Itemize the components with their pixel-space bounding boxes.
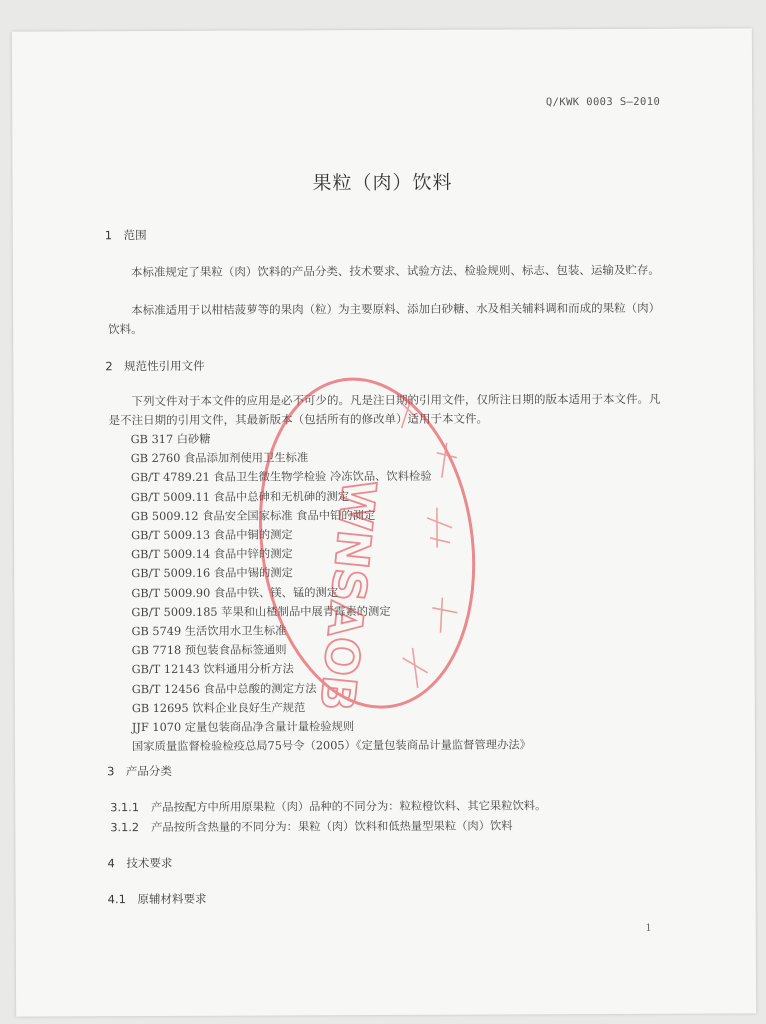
reference-item: GB 7718 预包装食品标签通则: [131, 643, 287, 658]
clause-3-1-1: [110, 797, 546, 815]
clause-number: 3.1.2: [110, 821, 140, 835]
page-number: 1: [645, 922, 652, 934]
reference-item: GB 2760 食品添加剂使用卫生标准: [130, 451, 309, 466]
document-page: [12, 28, 756, 1016]
reference-list: [131, 428, 531, 756]
document-title: 果粒（肉）饮料: [312, 171, 453, 195]
section-1-paragraph-2: 本标准适用于以柑桔菠萝等的果肉（粒）为主要原料、添加白砂糖、水及相关辅料调和而成的果粒（肉）饮料。: [108, 300, 661, 337]
reference-item: GB/T 12456 食品中总酸的测定方法: [131, 681, 317, 696]
reference-item: GB/T 5009.13 食品中铜的测定: [131, 528, 293, 543]
reference-item: GB/T 5009.185 苹果和山楂制品中展青霉素的测定: [131, 604, 391, 619]
clause-text: 产品按配方中所用原果粒（肉）品种的不同分为：粒粒橙饮料、其它果粒饮料。: [150, 799, 547, 815]
section-1-paragraph-1: 本标准规定了果粒（肉）饮料的产品分类、技术要求、试验方法、检验规则、标志、包装、运输及贮存。: [130, 262, 660, 280]
reference-item: GB/T 5009.11 食品中总砷和无机砷的测定: [130, 489, 350, 504]
clause-text: 产品按所含热量的不同分为：果粒（肉）饮料和低热量型果粒（肉）饮料: [151, 819, 513, 835]
reference-item: GB/T 5009.16 食品中锡的测定: [131, 566, 293, 581]
standard-code: Q/KWK 0003 S—2010: [545, 95, 661, 109]
section-1-heading: 1 范围: [104, 228, 147, 243]
reference-item: GB 317 白砂糖: [130, 432, 211, 447]
clause-number: 3.1.1: [110, 801, 140, 815]
section-2-intro: 下列文件对于本文件的应用是必不可少的。凡是注日期的引用文件，仅所注日期的版本适用于本文件。凡是不注日期的引用文件，其最新版本（包括所有的修改单）适用于本文件。: [108, 391, 661, 428]
reference-item: GB 12695 饮料企业良好生产规范: [131, 701, 306, 715]
reference-item: JJF 1070 定量包装商品净含量计量检验规则: [131, 720, 355, 735]
reference-item: GB/T 5009.14 食品中锌的测定: [131, 547, 293, 562]
clause-3-1-2: [110, 817, 512, 835]
stamp-text: WNSAOB: [309, 477, 387, 714]
section-2-heading: 2 规范性引用文件: [105, 358, 205, 374]
section-3-heading: 3 产品分类: [107, 763, 172, 779]
section-4-heading: 4 技术要求: [107, 855, 173, 871]
reference-item: GB/T 4789.21 食品卫生微生物学检验 冷冻饮品、饮料检验: [130, 470, 432, 485]
reference-item: GB/T 12143 饮料通用分析方法: [131, 662, 294, 677]
reference-item: GB 5009.12 食品安全国家标准 食品中铅的测定: [130, 508, 376, 523]
reference-item: GB/T 5009.90 食品中铁、镁、锰的测定: [131, 585, 339, 600]
reference-item: 国家质量监督检验检疫总局75号令（2005）《定量包装商品计量监督管理办法》: [131, 738, 531, 754]
reference-item: GB 5749 生活饮用水卫生标准: [131, 624, 287, 639]
section-4-1-heading: 4.1 原辅材料要求: [107, 891, 207, 907]
